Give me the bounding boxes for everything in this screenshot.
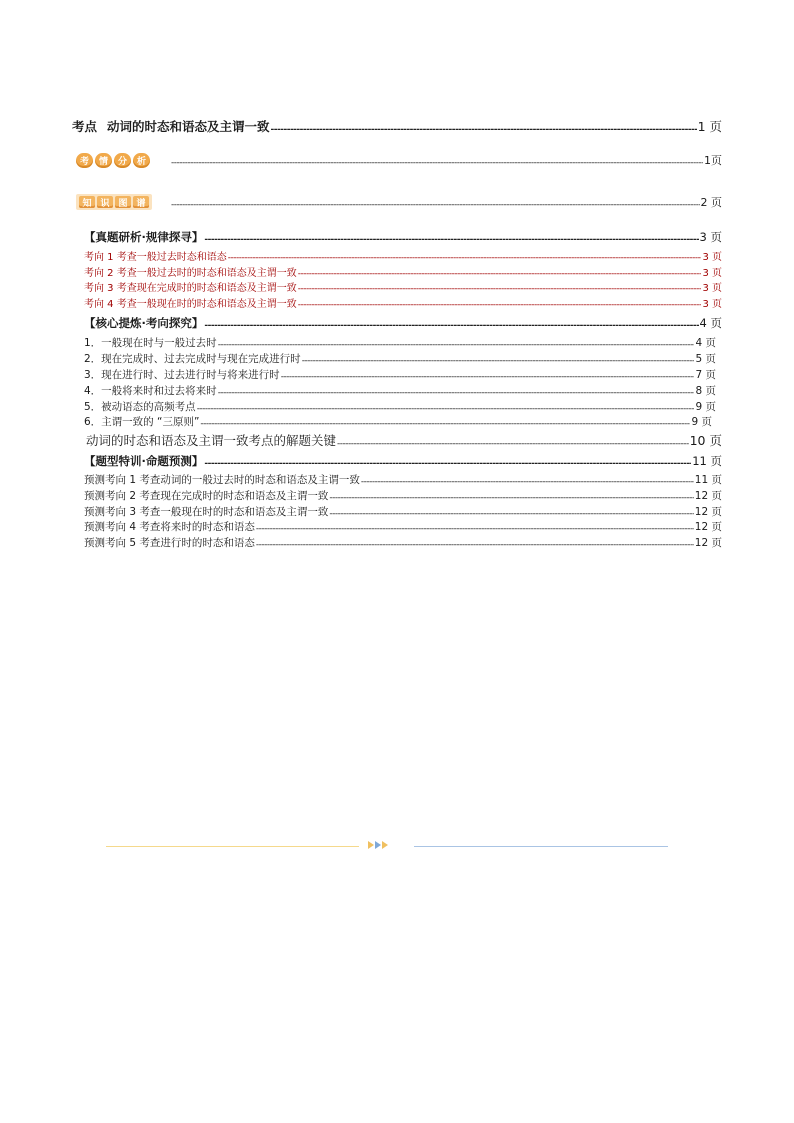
section-heading-training[interactable]: 【题型特训·命题预测】 ----- 11 页 xyxy=(84,453,722,469)
arrow-icon xyxy=(368,841,388,849)
leader-dots xyxy=(329,494,693,503)
toc-item[interactable]: 5．被动语态的高频考点 ----- 9 页 xyxy=(84,399,716,414)
toc-item[interactable]: 预测考向 1 考查动词的一般过去时的时态和语态及主谓一致 ----- 11 页 xyxy=(84,472,722,487)
leader-dots xyxy=(298,285,702,294)
toc-item[interactable]: 6．主谓一致的 “三原则” ----- 9 页 xyxy=(84,414,712,429)
leader-dots xyxy=(298,301,702,310)
divider-line-right xyxy=(414,846,668,847)
leader-dots xyxy=(329,510,693,519)
toc-item[interactable]: 2．现在完成时、过去完成时与现在完成进行时 ----- 5 页 xyxy=(84,351,716,366)
section-heading-real-exam[interactable]: 【真题研析·规律探寻】 ----- 3 页 xyxy=(84,229,722,245)
toc-item[interactable]: 预测考向 4 考查将来时的时态和语态 ----- 12 页 xyxy=(84,519,722,534)
toc-item[interactable]: 4．一般将来时和过去将来时 ----- 8 页 xyxy=(84,383,716,398)
leader-dots xyxy=(256,541,694,550)
toc-knowledge-entry[interactable] xyxy=(76,194,722,210)
toc-item[interactable]: 考向 1 考查一般过去时态和语态 ----- 3 页 xyxy=(84,248,722,263)
leader-dots xyxy=(281,373,695,382)
toc-analysis-entry[interactable] xyxy=(76,152,722,168)
analysis-badge-icon: 考 情 分 析 xyxy=(76,153,150,168)
page-number: 1 页 xyxy=(697,119,722,134)
leader-dots xyxy=(171,201,700,210)
toc-item[interactable]: 1．一般现在时与一般过去时 ----- 4 页 xyxy=(84,335,716,350)
leader-dots xyxy=(204,322,698,331)
divider-line-left xyxy=(106,846,359,847)
leader-dots xyxy=(218,389,695,398)
leader-dots xyxy=(204,460,691,469)
leader-dots xyxy=(298,270,702,279)
toc-item[interactable]: 考向 4 考查一般现在时的时态和语态及主谓一致 ----- 3 页 xyxy=(84,295,722,310)
leader-dots xyxy=(171,159,703,168)
toc-title-label: 考点 动词的时态和语态及主谓一致 xyxy=(72,119,270,134)
leader-dots xyxy=(337,440,689,449)
leader-dots xyxy=(228,254,702,263)
leader-dots xyxy=(271,126,697,135)
toc-item[interactable]: 预测考向 2 考查现在完成时的时态和语态及主谓一致 ----- 12 页 xyxy=(84,488,722,503)
toc-item[interactable]: 动词的时态和语态及主谓一致考点的解题关键 ----- 10 页 xyxy=(86,431,722,449)
page-number: 2 页 xyxy=(700,196,722,209)
knowledge-badge-icon: 知 识 图 谱 xyxy=(76,194,152,210)
toc-item[interactable]: 考向 3 考查现在完成时的时态和语态及主谓一致 ----- 3 页 xyxy=(84,279,722,294)
leader-dots xyxy=(302,357,695,366)
footer-divider xyxy=(106,845,668,849)
leader-dots xyxy=(200,420,690,429)
toc-title-entry[interactable] xyxy=(72,117,722,135)
toc-item[interactable]: 预测考向 3 考查一般现在时的时态和语态及主谓一致 ----- 12 页 xyxy=(84,504,722,519)
section-heading-core[interactable]: 【核心提炼·考向探究】 ----- 4 页 xyxy=(84,315,722,331)
toc-item[interactable]: 预测考向 5 考查进行时的时态和语态 ----- 12 页 xyxy=(84,535,722,550)
page-number: 1页 xyxy=(704,154,722,167)
leader-dots xyxy=(256,525,694,534)
leader-dots xyxy=(197,405,695,414)
leader-dots xyxy=(204,236,698,245)
toc-item[interactable]: 考向 2 考查一般过去时的时态和语态及主谓一致 ----- 3 页 xyxy=(84,264,722,279)
leader-dots xyxy=(361,478,694,487)
toc-item[interactable]: 3．现在进行时、过去进行时与将来进行时 ----- 7 页 xyxy=(84,367,716,382)
leader-dots xyxy=(218,341,695,350)
